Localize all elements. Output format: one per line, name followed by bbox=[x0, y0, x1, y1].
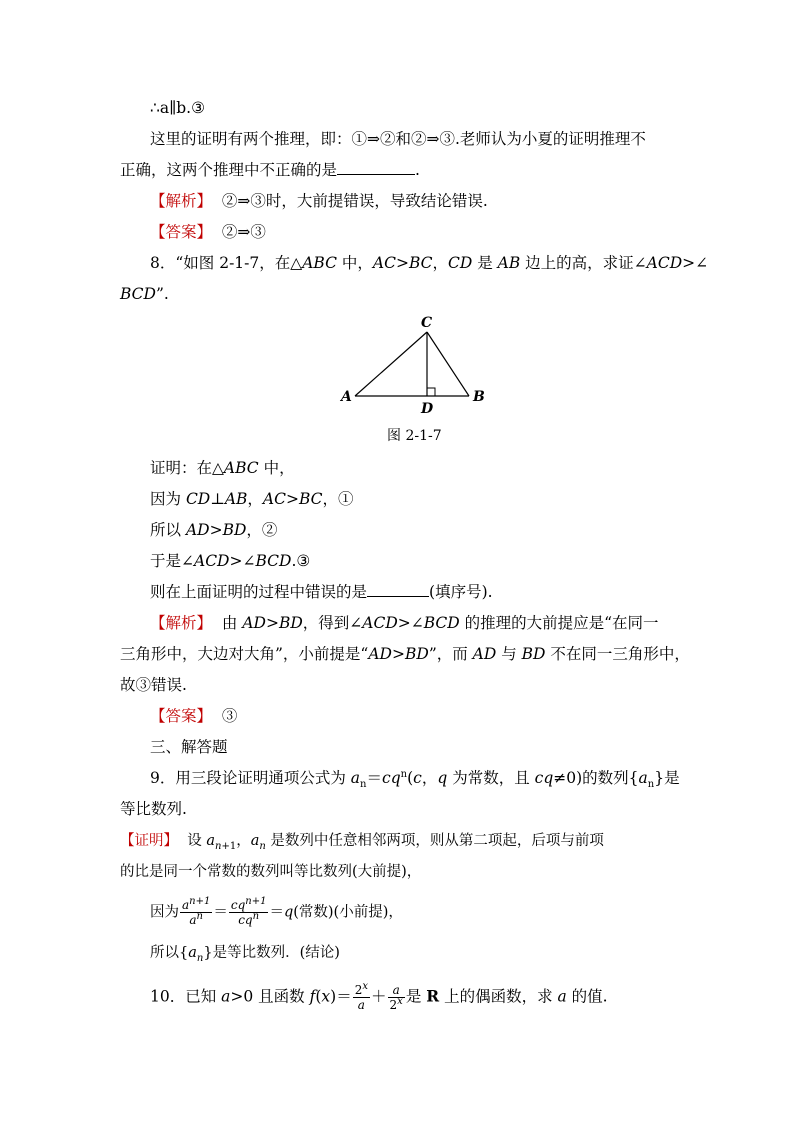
text-line: ∴a∥b.③ bbox=[150, 99, 206, 117]
fraction: $\frac{2^x}{a}$ bbox=[354, 981, 369, 1012]
proof-line: 的比是同一个常数的数列叫等比数列(大前提)， bbox=[120, 864, 422, 880]
question-9: 9．用三段论证明通项公式为 $a_n=cq^n(c$，q 为常数，且 cq≠0)的数列$\{a_n\}$是 bbox=[150, 768, 680, 791]
analysis-line: 【解析】 ②⇒③时，大前提错误，导致结论错误. bbox=[150, 192, 488, 210]
label-a: A bbox=[341, 389, 352, 405]
proof-line: 证明：在△ABC 中， bbox=[150, 459, 295, 477]
fraction: $\frac{a^{n+1}}{a^n}$ bbox=[182, 896, 211, 927]
question-8: 8．“如图 2-1-7，在△ABC 中，AC>BC，CD 是 AB 边上的高，求证∠ACD>∠ bbox=[150, 254, 709, 272]
triangle-figure bbox=[335, 312, 495, 417]
analysis-line: 【解析】 由 AD>BD，得到∠ACD>∠BCD 的推理的大前提应是“在同一 bbox=[150, 614, 659, 632]
segment-cb bbox=[427, 332, 469, 396]
answer-blank bbox=[337, 160, 415, 175]
label-b: B bbox=[473, 389, 485, 405]
proof-line: 所以 AD>BD，② bbox=[150, 521, 278, 539]
text-line: BCD”. bbox=[120, 285, 169, 303]
answer-blank bbox=[367, 582, 429, 597]
right-angle-mark bbox=[427, 388, 435, 396]
answer-tag: 【答案】 bbox=[150, 223, 213, 241]
fraction: $\frac{a}{2^x}$ bbox=[389, 983, 403, 1012]
answer-line: 【答案】 ②⇒③ bbox=[150, 223, 266, 241]
proof-line: 所以$\{a_n\}$是等比数列．(结论) bbox=[150, 945, 340, 964]
analysis-line: 三角形中，大边对大角”，小前提是“AD>BD”，而 AD 与 BD 不在同一三角形中， bbox=[120, 645, 690, 663]
answer-tag: 【答案】 bbox=[150, 707, 213, 725]
analysis-tag: 【解析】 bbox=[150, 192, 213, 210]
text-line: 这里的证明有两个推理，即：①⇒②和②⇒③.老师认为小夏的证明推理不 bbox=[150, 130, 646, 148]
proof-line: 因为 CD⊥AB，AC>BC，① bbox=[150, 490, 354, 508]
fraction: $\frac{cq^{n+1}}{cq^n}$ bbox=[230, 896, 267, 927]
text-line: 等比数列. bbox=[120, 800, 187, 818]
figure-caption: 图 2-1-7 bbox=[387, 428, 442, 444]
text-line: 则在上面证明的过程中错误的是 (填序号). bbox=[150, 583, 493, 601]
text-line: 正确，这两个推理中不正确的是 . bbox=[120, 161, 420, 179]
answer-line: 【答案】 ③ bbox=[150, 707, 238, 725]
proof-line: 因为 $\frac{a^{n+1}}{a^n}$ ＝ $\frac{cq^{n+1}}{cq^n}$ ＝q(常数)(小前提)， bbox=[150, 896, 403, 927]
section-heading: 三、解答题 bbox=[150, 738, 228, 756]
proof-line: 于是∠ACD>∠BCD.③ bbox=[150, 552, 311, 570]
question-10: 10．已知 a>0 且函数 f(x)＝ $\frac{2^x}{a}$ ＋ $\frac{a}{2^x}$ 是 R 上的偶函数，求 a 的值. bbox=[150, 981, 608, 1012]
analysis-line: 故③错误. bbox=[120, 676, 187, 694]
label-c: C bbox=[421, 315, 433, 331]
proof-line: 【证明】 设 $a_{n+1}$，$a_n$ 是数列中任意相邻两项，则从第二项起，后项与前项 bbox=[120, 833, 604, 852]
label-d: D bbox=[421, 401, 434, 417]
analysis-tag: 【解析】 bbox=[150, 614, 213, 632]
proof-tag: 【证明】 bbox=[120, 833, 178, 849]
segment-ac bbox=[355, 332, 427, 396]
